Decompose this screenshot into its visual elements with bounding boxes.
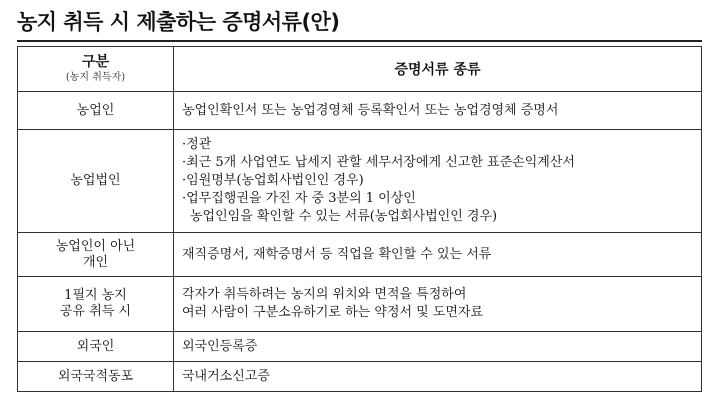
category-line: 공유 취득 시	[59, 304, 132, 319]
document-line: 외국인등록증	[182, 338, 258, 354]
document-line: 농업인임을 확인할 수 있는 서류(농업회사법인인 경우)	[190, 209, 498, 224]
category-cell	[18, 362, 174, 392]
documents-cell	[174, 130, 702, 233]
document-line: 농업인확인서 또는 농업경영체 등록확인서 또는 농업경영체 증명서	[182, 102, 559, 118]
document-line: 재직증명서, 재학증명서 등 직업을 확인할 수 있는 서류	[182, 246, 492, 262]
table-row	[18, 362, 702, 392]
category-cell	[18, 332, 174, 362]
document-line: 국내거소신고증	[182, 368, 270, 384]
title-underline	[17, 40, 702, 42]
table-row	[18, 277, 702, 332]
document-line: 각자가 취득하려는 농지의 위치와 면적을 특정하여	[182, 287, 467, 302]
documents-cell	[174, 362, 702, 392]
header-documents: 증명서류 종류	[174, 47, 702, 92]
table-row	[18, 130, 702, 233]
documents-cell	[174, 277, 702, 332]
category-line: 1필지 농지	[64, 288, 127, 303]
table-row	[18, 92, 702, 130]
table-header-row	[18, 47, 702, 92]
documents-cell	[174, 233, 702, 277]
documents-cell	[174, 92, 702, 130]
document-line: 여러 사람이 구분소유하기로 하는 약정서 및 도면자료	[182, 305, 484, 320]
category-line: 개인	[82, 254, 109, 270]
documents-cell	[174, 332, 702, 362]
document-line: ·임원명부(농업회사법인인 경우)	[182, 173, 364, 188]
category-cell	[18, 233, 174, 277]
table-row	[18, 332, 702, 362]
category-line: 농업인	[76, 102, 115, 118]
category-line: 농업법인	[70, 173, 121, 188]
category-cell	[18, 92, 174, 130]
header-category	[18, 47, 174, 92]
category-line: 농업인이 아닌	[55, 238, 136, 254]
table-row	[18, 233, 702, 277]
category-cell	[18, 130, 174, 233]
category-cell	[18, 277, 174, 332]
category-line: 외국국적동포	[57, 368, 134, 384]
category-line: 외국인	[76, 338, 115, 354]
document-line: ·업무집행권을 가진 자 중 3분의 1 이상인	[182, 191, 416, 206]
documents-table	[17, 46, 702, 392]
page-title: 농지 취득 시 제출하는 증명서류(안)	[17, 10, 340, 34]
document-line: ·최근 5개 사업연도 납세지 관할 세무서장에게 신고한 표준손익계산서	[182, 155, 575, 170]
header-category-sub: (농지 취득자)	[65, 72, 126, 83]
document-line: ·정관	[182, 137, 212, 152]
header-category-label: 구분	[81, 54, 110, 70]
